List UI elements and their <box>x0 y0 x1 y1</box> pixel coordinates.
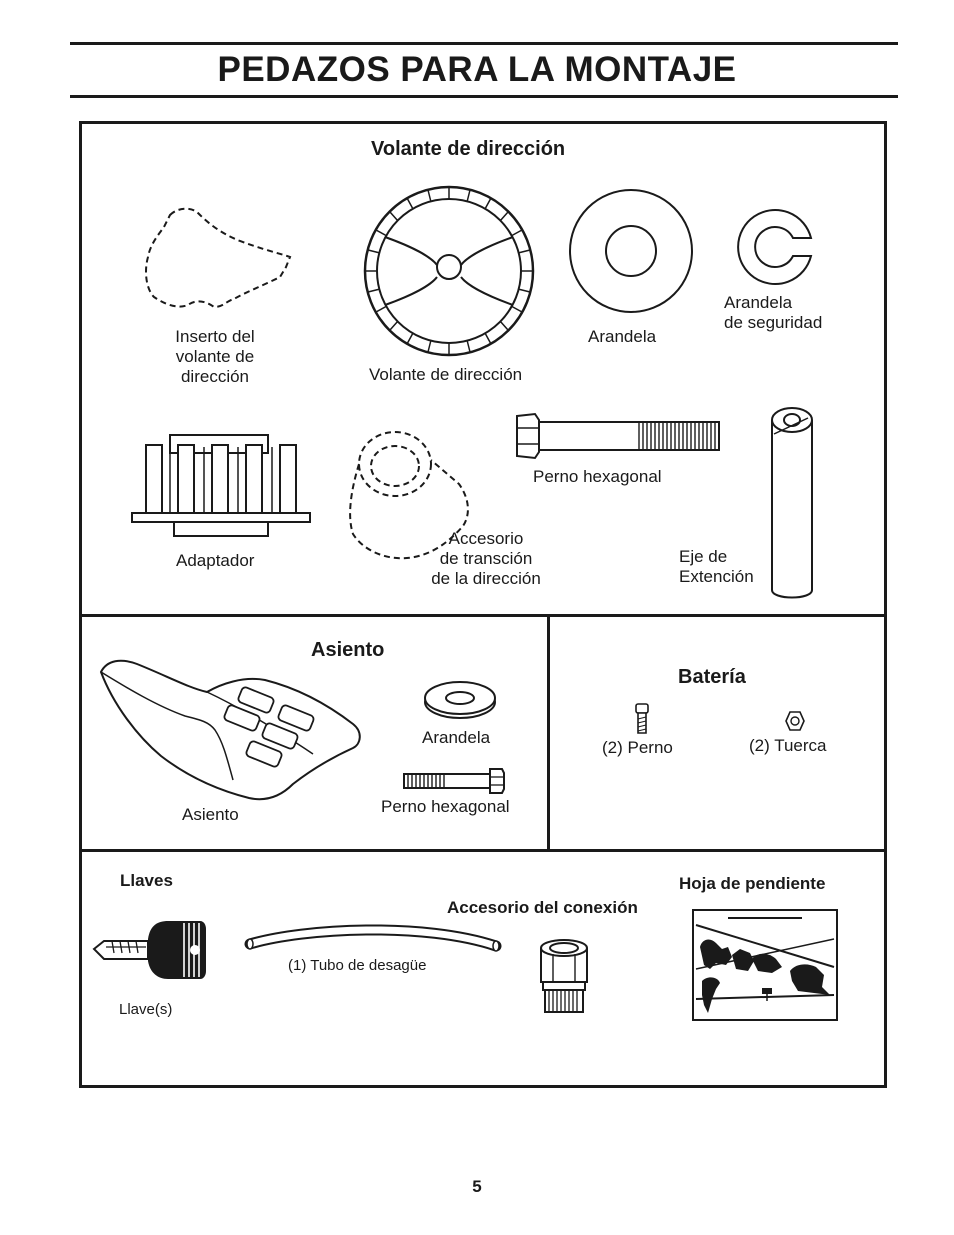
washer-label: Arandela <box>588 327 657 346</box>
slope-guide-icon <box>692 909 838 1021</box>
hex-bolt-icon <box>513 412 723 460</box>
battery-nut-icon <box>785 710 805 732</box>
seat-hex-bolt-icon <box>402 767 506 795</box>
battery-nut-label: (2) Tuerca <box>749 736 827 755</box>
transition-fitting-label: Accesorio de transción de la dirección <box>431 529 541 588</box>
hex-bolt-label: Perno hexagonal <box>533 467 662 486</box>
extension-shaft-label: Eje de Extención <box>679 547 754 586</box>
battery-section <box>547 614 887 852</box>
extension-shaft-icon <box>768 404 816 604</box>
adapter-label: Adaptador <box>176 551 255 570</box>
drain-tube-icon <box>244 920 502 960</box>
top-rule <box>70 42 898 45</box>
keys-title: Llaves <box>120 871 173 890</box>
steering-wheel-icon <box>363 185 535 357</box>
lock-washer-label: Arandela de seguridad <box>724 293 823 332</box>
keys-label: Llave(s) <box>119 1001 173 1018</box>
washer-icon <box>568 188 694 314</box>
slope-title: Hoja de pendiente <box>679 874 826 893</box>
page-number: 5 <box>472 1177 482 1196</box>
battery-title: Batería <box>678 666 746 688</box>
adapter-icon <box>130 433 312 537</box>
seat-hex-bolt-label: Perno hexagonal <box>381 797 510 816</box>
drain-tube-label: (1) Tubo de desagüe <box>288 957 427 974</box>
lock-washer-icon <box>737 208 815 286</box>
key-icon <box>92 919 208 981</box>
battery-bolt-label: (2) Perno <box>602 738 673 757</box>
steering-title: Volante de dirección <box>371 138 566 160</box>
steering-wheel-label: Volante de dirección <box>369 365 523 384</box>
seat-label: Asiento <box>182 805 239 824</box>
steering-insert-label: Inserto del volante de dirección <box>175 327 255 386</box>
seat-icon <box>97 658 365 804</box>
seat-washer-label: Arandela <box>422 728 491 747</box>
battery-bolt-icon <box>634 702 650 736</box>
bottom-rule <box>70 95 898 98</box>
seat-washer-icon <box>423 680 497 720</box>
steering-insert-icon <box>140 205 292 315</box>
fitting-icon <box>537 938 591 1014</box>
page-title: PEDAZOS PARA LA MONTAJE <box>217 50 737 89</box>
seat-title: Asiento <box>311 639 385 661</box>
fitting-title: Accesorio del conexión <box>447 898 638 917</box>
